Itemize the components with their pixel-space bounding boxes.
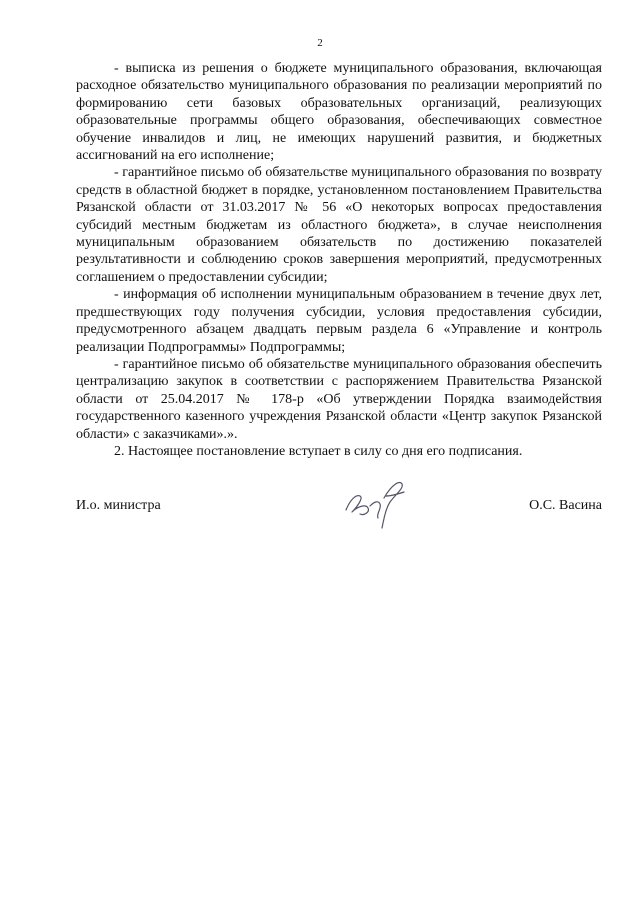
paragraph-guarantee-refund: - гарантийное письмо об обязательстве муниципального образования по возврату средств в областной бюджет в порядке, установленном постановлением Правительства Рязанской области от 31.03.2017 № 56 «О некоторых вопросах предоставления субсидий местным бюджетам из областного бюджета», в случае неисполнения муниципальным образованием обязательств по достижению показателей результативности и соблюдению сроков завершения мероприятий, предусмотренных соглашением о предоставлении субсидии; xyxy=(76,165,602,285)
page-number: 2 xyxy=(317,37,323,49)
signatory-title: И.о. министра xyxy=(76,498,161,513)
document-body xyxy=(76,60,602,460)
signature-block xyxy=(76,492,602,532)
signatory-name: О.С. Васина xyxy=(529,498,602,513)
paragraph-execution-info: - информация об исполнении муниципальным образованием в течение двух лет, предшествующих году получения субсидии, условия предоставления субсидии, предусмотренного абзацем двадцать первым раздела 6 «Управление и контроль реализации Подпрограммы» Подпрограммы; xyxy=(76,287,602,355)
paragraph-guarantee-procurement: - гарантийное письмо об обязательстве муниципального образования обеспечить централизацию закупок в соответствии с распоряжением Правительства Рязанской области от 25.04.2017 № 178-р «Об утверждении Порядка взаимодействия государственного казенного учреждения Рязанской области «Центр закупок Рязанской области» с заказчиками».». xyxy=(76,356,602,442)
handwritten-signature xyxy=(340,474,412,530)
paragraph-budget-extract: - выписка из решения о бюджете муниципального образования, включающая расходное обязательство муниципального образования по реализации мероприятий по формированию сети базовых образовательных организаций, реализующих образовательные программы общего образования, обеспечивающих совместное обучение инвалидов и лиц, не имеющих нарушений развития, и бюджетных ассигнований на его исполнение; xyxy=(76,61,602,164)
paragraph-effective-date: 2. Настоящее постановление вступает в силу со дня его подписания. xyxy=(114,443,523,459)
